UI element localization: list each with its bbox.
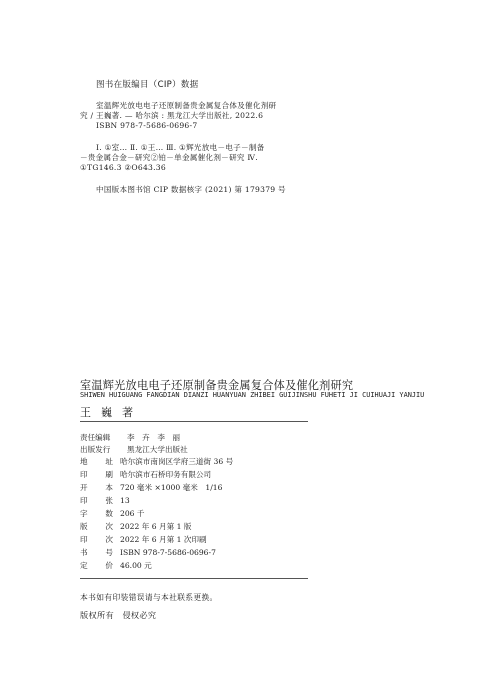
imprint-value: 李 卉 李 丽 (127, 433, 181, 442)
imprint-row-edition (80, 522, 191, 532)
author-role: 著 (122, 406, 133, 419)
imprint-row-editor (80, 433, 180, 443)
imprint-value: 黑龙江大学出版社 (127, 445, 188, 454)
copyright-notice: 版权所有 侵权必究 (80, 610, 157, 620)
imprint-value: 2022 年 6 月第 1 版 (120, 522, 192, 531)
imprint-label: 字 数 (80, 509, 113, 518)
imprint-value: 206 千 (120, 509, 145, 518)
imprint-label: 开 本 (80, 483, 113, 492)
imprint-label: 印 刷 (80, 470, 113, 479)
imprint-row-format (80, 483, 222, 493)
cip-line: －贵金属合金－研究②铂－单金属催化剂－研究 Ⅳ. (80, 153, 258, 162)
book-author (80, 404, 133, 420)
imprint-row-address (80, 457, 233, 467)
imprint-row-publisher (80, 445, 188, 455)
imprint-label: 责任编辑 (80, 433, 111, 442)
book-title-pinyin: SHIWEN HUIGUANG FANGDIAN DIANZI HUANYUAN ZHIBEI GUIJINSHU FUHETI JI CUIHUAJI YANJIU (80, 391, 425, 399)
imprint-value: 哈尔滨市南岗区学府三道街 36 号 (120, 457, 234, 466)
imprint-label: 定 价 (80, 561, 113, 570)
cip-line: 究 / 王巍著. — 哈尔滨 : 黑龙江大学出版社, 2022.6 (80, 111, 264, 120)
imprint-value: 哈尔滨市石桥印务有限公司 (120, 470, 212, 479)
imprint-value: 720 毫米 ×1000 毫米 1/16 (120, 483, 223, 492)
misprint-notice: 本书如有印装错误请与本社联系更换。 (80, 593, 218, 602)
cip-line: Ⅰ. ①室… Ⅱ. ①王… Ⅲ. ①辉光放电－电子－制备 (96, 143, 265, 152)
divider-top (80, 421, 308, 422)
imprint-label: 书 号 (80, 548, 113, 557)
imprint-row-printer (80, 470, 211, 480)
imprint-value: 2022 年 6 月第 1 次印刷 (120, 535, 207, 544)
imprint-label: 出版发行 (80, 445, 111, 454)
imprint-label: 版 次 (80, 522, 113, 531)
cip-line: ISBN 978-7-5686-0696-7 (96, 121, 198, 130)
cip-heading: 图书在版编目（CIP）数据 (96, 80, 199, 90)
imprint-row-price (80, 561, 152, 571)
imprint-value: 13 (120, 496, 130, 505)
imprint-row-isbn (80, 548, 216, 558)
imprint-label: 印 次 (80, 535, 113, 544)
book-title: 室温辉光放电电子还原制备贵金属复合体及催化剂研究 (80, 379, 354, 392)
imprint-value: ISBN 978-7-5686-0696-7 (120, 548, 216, 557)
author-name-part: 王 (80, 406, 91, 419)
imprint-row-sheets (80, 496, 130, 506)
cip-line: ①TG146.3 ②O643.36 (80, 163, 166, 172)
imprint-label: 地 址 (80, 457, 113, 466)
imprint-row-wordcount (80, 509, 145, 519)
divider-bottom (80, 578, 308, 579)
imprint-row-printing (80, 535, 207, 545)
imprint-value: 46.00 元 (120, 561, 152, 570)
cip-line: 室温辉光放电电子还原制备贵金属复合体及催化剂研 (96, 101, 277, 110)
author-name-part: 巍 (101, 406, 112, 419)
imprint-label: 印 张 (80, 496, 113, 505)
cip-number: 中国版本图书馆 CIP 数据核字 (2021) 第 179379 号 (96, 185, 286, 194)
